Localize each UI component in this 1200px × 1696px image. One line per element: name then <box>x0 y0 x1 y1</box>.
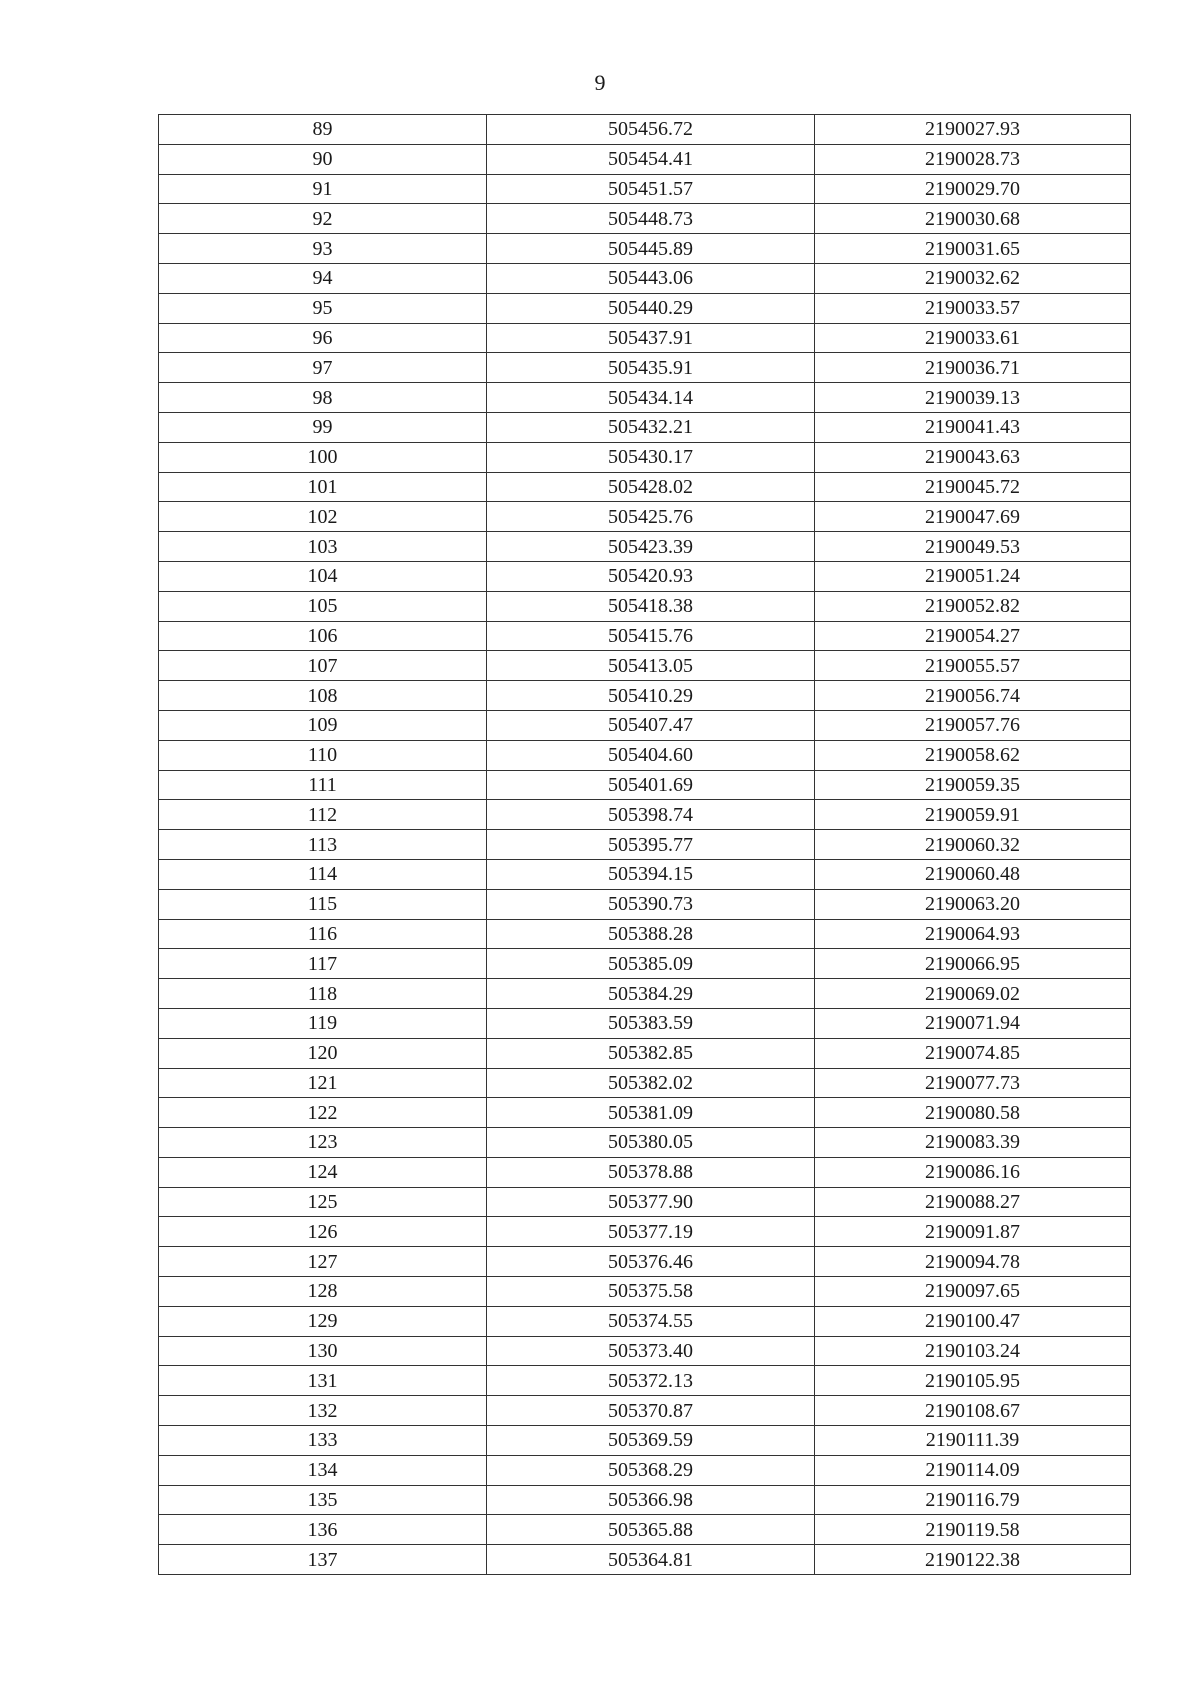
table-row <box>159 830 1131 860</box>
point-number-cell: 101 <box>159 472 487 502</box>
x-coordinate-cell: 505425.76 <box>487 502 815 532</box>
y-coordinate-cell: 2190055.57 <box>815 651 1131 681</box>
table-row <box>159 1187 1131 1217</box>
x-coordinate-cell: 505407.47 <box>487 710 815 740</box>
point-number-cell: 104 <box>159 561 487 591</box>
table-row <box>159 1336 1131 1366</box>
point-number-cell: 119 <box>159 1008 487 1038</box>
x-coordinate-cell: 505451.57 <box>487 174 815 204</box>
y-coordinate-cell: 2190059.35 <box>815 770 1131 800</box>
y-coordinate-cell: 2190116.79 <box>815 1485 1131 1515</box>
point-number-cell: 112 <box>159 800 487 830</box>
point-number-cell: 108 <box>159 681 487 711</box>
y-coordinate-cell: 2190032.62 <box>815 263 1131 293</box>
y-coordinate-cell: 2190049.53 <box>815 532 1131 562</box>
coordinate-table <box>158 114 1131 1575</box>
y-coordinate-cell: 2190083.39 <box>815 1128 1131 1158</box>
x-coordinate-cell: 505382.85 <box>487 1038 815 1068</box>
x-coordinate-cell: 505454.41 <box>487 144 815 174</box>
point-number-cell: 123 <box>159 1128 487 1158</box>
x-coordinate-cell: 505410.29 <box>487 681 815 711</box>
y-coordinate-cell: 2190122.38 <box>815 1545 1131 1575</box>
y-coordinate-cell: 2190064.93 <box>815 919 1131 949</box>
table-row <box>159 949 1131 979</box>
y-coordinate-cell: 2190097.65 <box>815 1277 1131 1307</box>
point-number-cell: 93 <box>159 234 487 264</box>
point-number-cell: 118 <box>159 979 487 1009</box>
y-coordinate-cell: 2190060.32 <box>815 830 1131 860</box>
point-number-cell: 91 <box>159 174 487 204</box>
point-number-cell: 97 <box>159 353 487 383</box>
table-row <box>159 383 1131 413</box>
y-coordinate-cell: 2190091.87 <box>815 1217 1131 1247</box>
point-number-cell: 133 <box>159 1426 487 1456</box>
point-number-cell: 121 <box>159 1068 487 1098</box>
y-coordinate-cell: 2190105.95 <box>815 1366 1131 1396</box>
table-row <box>159 1038 1131 1068</box>
y-coordinate-cell: 2190047.69 <box>815 502 1131 532</box>
x-coordinate-cell: 505394.15 <box>487 859 815 889</box>
y-coordinate-cell: 2190036.71 <box>815 353 1131 383</box>
table-row <box>159 1426 1131 1456</box>
x-coordinate-cell: 505415.76 <box>487 621 815 651</box>
x-coordinate-cell: 505374.55 <box>487 1306 815 1336</box>
point-number-cell: 115 <box>159 889 487 919</box>
point-number-cell: 90 <box>159 144 487 174</box>
x-coordinate-cell: 505401.69 <box>487 770 815 800</box>
point-number-cell: 92 <box>159 204 487 234</box>
table-row <box>159 263 1131 293</box>
y-coordinate-cell: 2190114.09 <box>815 1455 1131 1485</box>
point-number-cell: 125 <box>159 1187 487 1217</box>
table-row <box>159 1068 1131 1098</box>
y-coordinate-cell: 2190100.47 <box>815 1306 1131 1336</box>
x-coordinate-cell: 505364.81 <box>487 1545 815 1575</box>
point-number-cell: 100 <box>159 442 487 472</box>
table-row <box>159 681 1131 711</box>
x-coordinate-cell: 505383.59 <box>487 1008 815 1038</box>
table-row <box>159 144 1131 174</box>
y-coordinate-cell: 2190056.74 <box>815 681 1131 711</box>
x-coordinate-cell: 505428.02 <box>487 472 815 502</box>
table-row <box>159 1396 1131 1426</box>
point-number-cell: 94 <box>159 263 487 293</box>
table-row <box>159 800 1131 830</box>
y-coordinate-cell: 2190059.91 <box>815 800 1131 830</box>
y-coordinate-cell: 2190054.27 <box>815 621 1131 651</box>
x-coordinate-cell: 505366.98 <box>487 1485 815 1515</box>
x-coordinate-cell: 505378.88 <box>487 1157 815 1187</box>
x-coordinate-cell: 505404.60 <box>487 740 815 770</box>
x-coordinate-cell: 505384.29 <box>487 979 815 1009</box>
x-coordinate-cell: 505443.06 <box>487 263 815 293</box>
table-row <box>159 591 1131 621</box>
y-coordinate-cell: 2190031.65 <box>815 234 1131 264</box>
y-coordinate-cell: 2190029.70 <box>815 174 1131 204</box>
y-coordinate-cell: 2190058.62 <box>815 740 1131 770</box>
x-coordinate-cell: 505448.73 <box>487 204 815 234</box>
y-coordinate-cell: 2190045.72 <box>815 472 1131 502</box>
y-coordinate-cell: 2190060.48 <box>815 859 1131 889</box>
x-coordinate-cell: 505390.73 <box>487 889 815 919</box>
y-coordinate-cell: 2190119.58 <box>815 1515 1131 1545</box>
x-coordinate-cell: 505434.14 <box>487 383 815 413</box>
table-row <box>159 1008 1131 1038</box>
table-row <box>159 919 1131 949</box>
y-coordinate-cell: 2190033.57 <box>815 293 1131 323</box>
table-row <box>159 115 1131 145</box>
x-coordinate-cell: 505365.88 <box>487 1515 815 1545</box>
point-number-cell: 136 <box>159 1515 487 1545</box>
y-coordinate-cell: 2190028.73 <box>815 144 1131 174</box>
point-number-cell: 120 <box>159 1038 487 1068</box>
table-row <box>159 353 1131 383</box>
table-row <box>159 442 1131 472</box>
point-number-cell: 89 <box>159 115 487 145</box>
point-number-cell: 129 <box>159 1306 487 1336</box>
point-number-cell: 110 <box>159 740 487 770</box>
y-coordinate-cell: 2190030.68 <box>815 204 1131 234</box>
table-row <box>159 651 1131 681</box>
x-coordinate-cell: 505373.40 <box>487 1336 815 1366</box>
table-row <box>159 502 1131 532</box>
y-coordinate-cell: 2190074.85 <box>815 1038 1131 1068</box>
x-coordinate-cell: 505418.38 <box>487 591 815 621</box>
table-row <box>159 1128 1131 1158</box>
table-row <box>159 979 1131 1009</box>
y-coordinate-cell: 2190063.20 <box>815 889 1131 919</box>
table-row <box>159 1217 1131 1247</box>
table-row <box>159 412 1131 442</box>
y-coordinate-cell: 2190077.73 <box>815 1068 1131 1098</box>
x-coordinate-cell: 505368.29 <box>487 1455 815 1485</box>
point-number-cell: 98 <box>159 383 487 413</box>
x-coordinate-cell: 505380.05 <box>487 1128 815 1158</box>
y-coordinate-cell: 2190080.58 <box>815 1098 1131 1128</box>
x-coordinate-cell: 505382.02 <box>487 1068 815 1098</box>
y-coordinate-cell: 2190052.82 <box>815 591 1131 621</box>
point-number-cell: 137 <box>159 1545 487 1575</box>
coordinate-table-body <box>159 115 1131 1575</box>
table-row <box>159 770 1131 800</box>
x-coordinate-cell: 505381.09 <box>487 1098 815 1128</box>
table-row <box>159 1485 1131 1515</box>
y-coordinate-cell: 2190071.94 <box>815 1008 1131 1038</box>
point-number-cell: 122 <box>159 1098 487 1128</box>
table-row <box>159 1515 1131 1545</box>
table-row <box>159 740 1131 770</box>
table-row <box>159 621 1131 651</box>
table-row <box>159 204 1131 234</box>
table-row <box>159 174 1131 204</box>
table-row <box>159 1306 1131 1336</box>
y-coordinate-cell: 2190111.39 <box>815 1426 1131 1456</box>
table-row <box>159 561 1131 591</box>
point-number-cell: 102 <box>159 502 487 532</box>
y-coordinate-cell: 2190027.93 <box>815 115 1131 145</box>
y-coordinate-cell: 2190043.63 <box>815 442 1131 472</box>
point-number-cell: 126 <box>159 1217 487 1247</box>
y-coordinate-cell: 2190069.02 <box>815 979 1131 1009</box>
x-coordinate-cell: 505395.77 <box>487 830 815 860</box>
point-number-cell: 105 <box>159 591 487 621</box>
x-coordinate-cell: 505375.58 <box>487 1277 815 1307</box>
point-number-cell: 114 <box>159 859 487 889</box>
point-number-cell: 99 <box>159 412 487 442</box>
point-number-cell: 132 <box>159 1396 487 1426</box>
point-number-cell: 96 <box>159 323 487 353</box>
x-coordinate-cell: 505430.17 <box>487 442 815 472</box>
table-row <box>159 1366 1131 1396</box>
page-number: 9 <box>594 70 606 95</box>
y-coordinate-cell: 2190088.27 <box>815 1187 1131 1217</box>
table-row <box>159 1098 1131 1128</box>
y-coordinate-cell: 2190103.24 <box>815 1336 1131 1366</box>
table-row <box>159 1545 1131 1575</box>
point-number-cell: 95 <box>159 293 487 323</box>
x-coordinate-cell: 505385.09 <box>487 949 815 979</box>
table-row <box>159 293 1131 323</box>
point-number-cell: 107 <box>159 651 487 681</box>
point-number-cell: 127 <box>159 1247 487 1277</box>
table-row <box>159 1157 1131 1187</box>
x-coordinate-cell: 505423.39 <box>487 532 815 562</box>
y-coordinate-cell: 2190039.13 <box>815 383 1131 413</box>
point-number-cell: 113 <box>159 830 487 860</box>
table-row <box>159 859 1131 889</box>
x-coordinate-cell: 505377.90 <box>487 1187 815 1217</box>
table-row <box>159 1455 1131 1485</box>
point-number-cell: 134 <box>159 1455 487 1485</box>
x-coordinate-cell: 505440.29 <box>487 293 815 323</box>
y-coordinate-cell: 2190086.16 <box>815 1157 1131 1187</box>
x-coordinate-cell: 505435.91 <box>487 353 815 383</box>
x-coordinate-cell: 505369.59 <box>487 1426 815 1456</box>
point-number-cell: 131 <box>159 1366 487 1396</box>
point-number-cell: 124 <box>159 1157 487 1187</box>
x-coordinate-cell: 505420.93 <box>487 561 815 591</box>
point-number-cell: 111 <box>159 770 487 800</box>
y-coordinate-cell: 2190094.78 <box>815 1247 1131 1277</box>
y-coordinate-cell: 2190108.67 <box>815 1396 1131 1426</box>
x-coordinate-cell: 505437.91 <box>487 323 815 353</box>
table-row <box>159 710 1131 740</box>
table-row <box>159 323 1131 353</box>
point-number-cell: 103 <box>159 532 487 562</box>
point-number-cell: 128 <box>159 1277 487 1307</box>
table-row <box>159 532 1131 562</box>
point-number-cell: 106 <box>159 621 487 651</box>
x-coordinate-cell: 505398.74 <box>487 800 815 830</box>
y-coordinate-cell: 2190057.76 <box>815 710 1131 740</box>
x-coordinate-cell: 505432.21 <box>487 412 815 442</box>
table-row <box>159 234 1131 264</box>
table-row <box>159 1277 1131 1307</box>
point-number-cell: 130 <box>159 1336 487 1366</box>
table-row <box>159 1247 1131 1277</box>
point-number-cell: 109 <box>159 710 487 740</box>
x-coordinate-cell: 505376.46 <box>487 1247 815 1277</box>
table-row <box>159 889 1131 919</box>
y-coordinate-cell: 2190066.95 <box>815 949 1131 979</box>
table-row <box>159 472 1131 502</box>
y-coordinate-cell: 2190051.24 <box>815 561 1131 591</box>
x-coordinate-cell: 505377.19 <box>487 1217 815 1247</box>
point-number-cell: 117 <box>159 949 487 979</box>
x-coordinate-cell: 505456.72 <box>487 115 815 145</box>
y-coordinate-cell: 2190033.61 <box>815 323 1131 353</box>
x-coordinate-cell: 505388.28 <box>487 919 815 949</box>
x-coordinate-cell: 505372.13 <box>487 1366 815 1396</box>
y-coordinate-cell: 2190041.43 <box>815 412 1131 442</box>
x-coordinate-cell: 505370.87 <box>487 1396 815 1426</box>
x-coordinate-cell: 505413.05 <box>487 651 815 681</box>
point-number-cell: 116 <box>159 919 487 949</box>
x-coordinate-cell: 505445.89 <box>487 234 815 264</box>
point-number-cell: 135 <box>159 1485 487 1515</box>
